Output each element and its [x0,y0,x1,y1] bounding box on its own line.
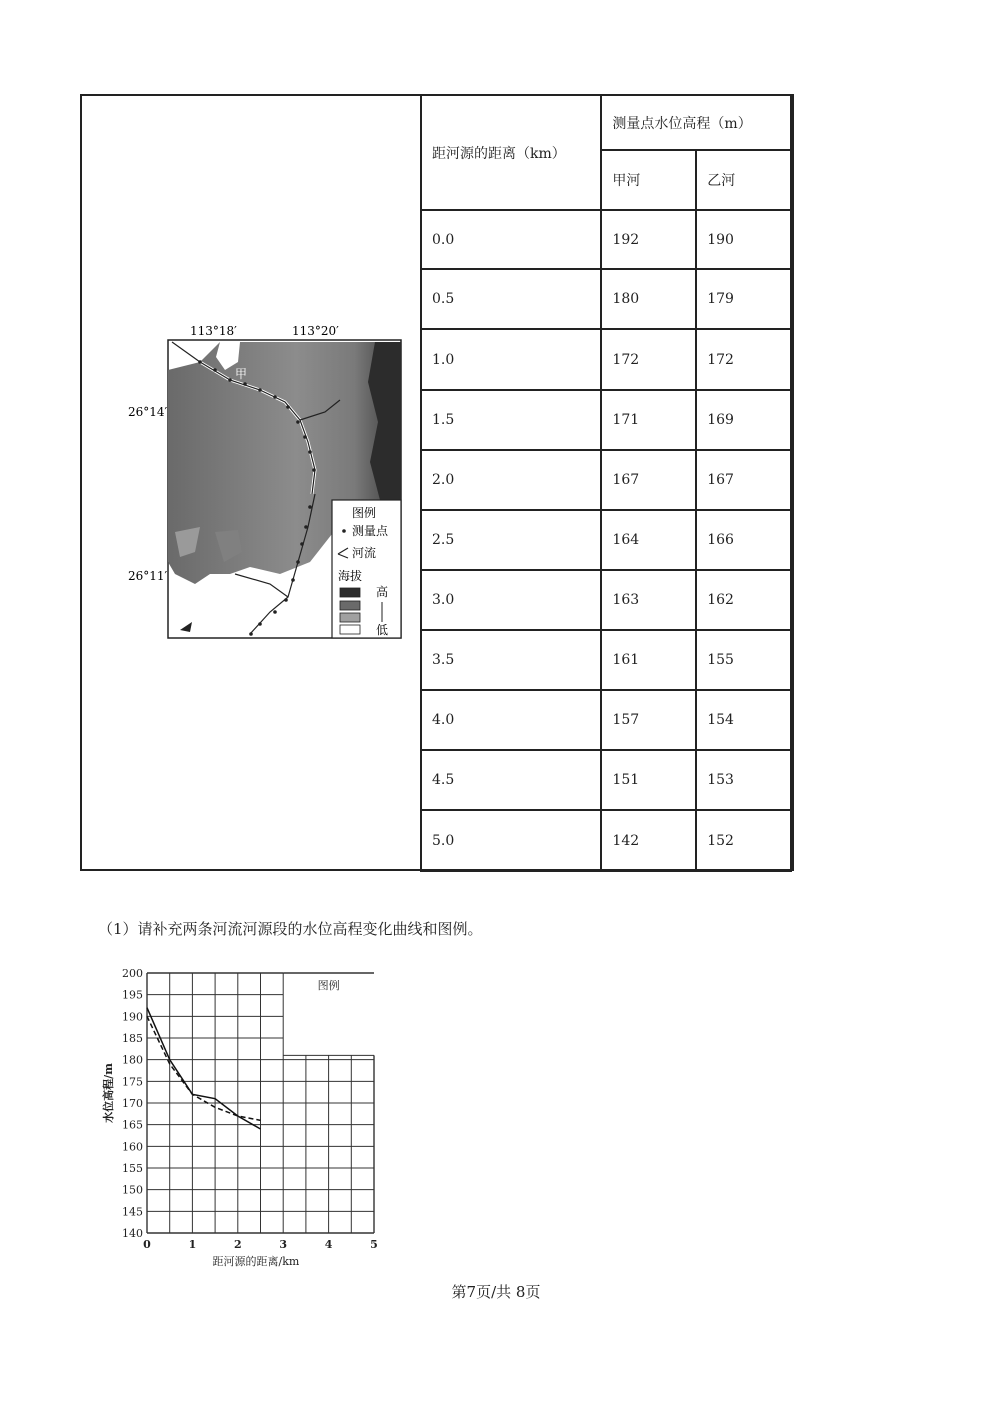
cell-yi: 152 [696,810,791,871]
legend-low: 低 [376,623,389,637]
y-tick-label: 190 [122,1010,143,1024]
table-row [421,570,791,630]
chart-svg [96,962,396,1272]
cell-jia: 161 [601,630,696,690]
legend-high: 高 [376,585,389,599]
cell-distance: 0.5 [421,269,601,329]
question-text: （1）请补充两条河流河源段的水位高程变化曲线和图例。 [98,920,483,938]
cell-jia: 164 [601,510,696,570]
cell-distance: 2.5 [421,510,601,570]
legend-title: 图例 [352,506,377,520]
y-tick-label: 175 [122,1075,143,1089]
x-tick-label: 3 [279,1238,288,1251]
y-tick-label: 155 [122,1162,143,1175]
elevation-chart [96,962,396,1272]
chart-legend-title: 图例 [317,979,340,992]
cell-distance: 3.0 [421,570,601,630]
cell-jia: 163 [601,570,696,630]
y-tick-label: 200 [122,967,143,980]
cell-jia: 172 [601,329,696,390]
table-row [421,269,791,329]
x-tick-label: 5 [370,1238,378,1251]
table-row [421,450,791,510]
y-tick-label: 140 [122,1227,143,1240]
y-tick-label: 150 [122,1183,143,1197]
topographic-map [120,312,420,642]
cell-jia: 180 [601,269,696,329]
cell-jia: 142 [601,810,696,871]
cell-yi: 172 [696,329,791,390]
header-river-yi: 乙河 [696,150,791,210]
header-river-jia: 甲河 [601,150,696,210]
lat-top: 26°14′ [128,405,168,419]
cell-jia: 151 [601,750,696,810]
cell-jia: 157 [601,690,696,750]
y-tick-label: 165 [122,1118,143,1132]
lon-left: 113°18′ [190,324,237,338]
table-row [421,329,791,390]
table-row [421,510,791,570]
cell-yi: 154 [696,690,791,750]
table-row [421,810,791,871]
cell-distance: 1.5 [421,390,601,450]
map-svg [120,312,420,642]
cell-yi: 179 [696,269,791,329]
table-row [421,390,791,450]
cell-yi: 166 [696,510,791,570]
y-tick-label: 180 [122,1053,143,1067]
legend-point: 测量点 [352,524,389,538]
cell-distance: 0.0 [421,210,601,269]
x-axis-label: 距河源的距离/km [212,1255,300,1268]
x-tick-label: 0 [143,1238,151,1251]
legend-river: 河流 [352,546,377,560]
cell-distance: 3.5 [421,630,601,690]
cell-distance: 5.0 [421,810,601,871]
table-row [421,690,791,750]
elevation-table [420,94,792,872]
table-row [421,210,791,269]
x-tick-label: 1 [188,1238,197,1251]
header-elevation: 测量点水位高程（m） [601,95,791,150]
y-tick-label: 185 [122,1032,143,1045]
legend-elev: 海拔 [338,569,363,583]
table-row [421,630,791,690]
x-tick-label: 4 [324,1238,333,1251]
cell-yi: 167 [696,450,791,510]
cell-jia: 192 [601,210,696,269]
river-label-jia: 甲 [235,367,248,381]
cell-distance: 4.0 [421,690,601,750]
lat-bottom: 26°11′ [128,569,168,583]
lon-right: 113°20′ [292,324,339,338]
cell-yi: 190 [696,210,791,269]
y-tick-label: 170 [122,1097,143,1110]
cell-yi: 169 [696,390,791,450]
cell-distance: 2.0 [421,450,601,510]
page-footer: 第7页/共 8页 [451,1283,541,1301]
cell-distance: 4.5 [421,750,601,810]
y-tick-label: 160 [122,1140,143,1154]
y-tick-label: 145 [122,1205,143,1219]
series-line-solid [147,1008,261,1129]
cell-yi: 162 [696,570,791,630]
cell-yi: 153 [696,750,791,810]
map-legend [332,500,401,638]
y-axis-label: 水位高程/m [102,1063,115,1123]
x-tick-label: 2 [233,1238,242,1251]
cell-yi: 155 [696,630,791,690]
cell-jia: 171 [601,390,696,450]
table-row [421,750,791,810]
cell-distance: 1.0 [421,329,601,390]
cell-jia: 167 [601,450,696,510]
series-line-dashed [147,1016,261,1120]
header-distance: 距河源的距离（km） [421,95,601,210]
y-tick-label: 195 [122,988,143,1002]
